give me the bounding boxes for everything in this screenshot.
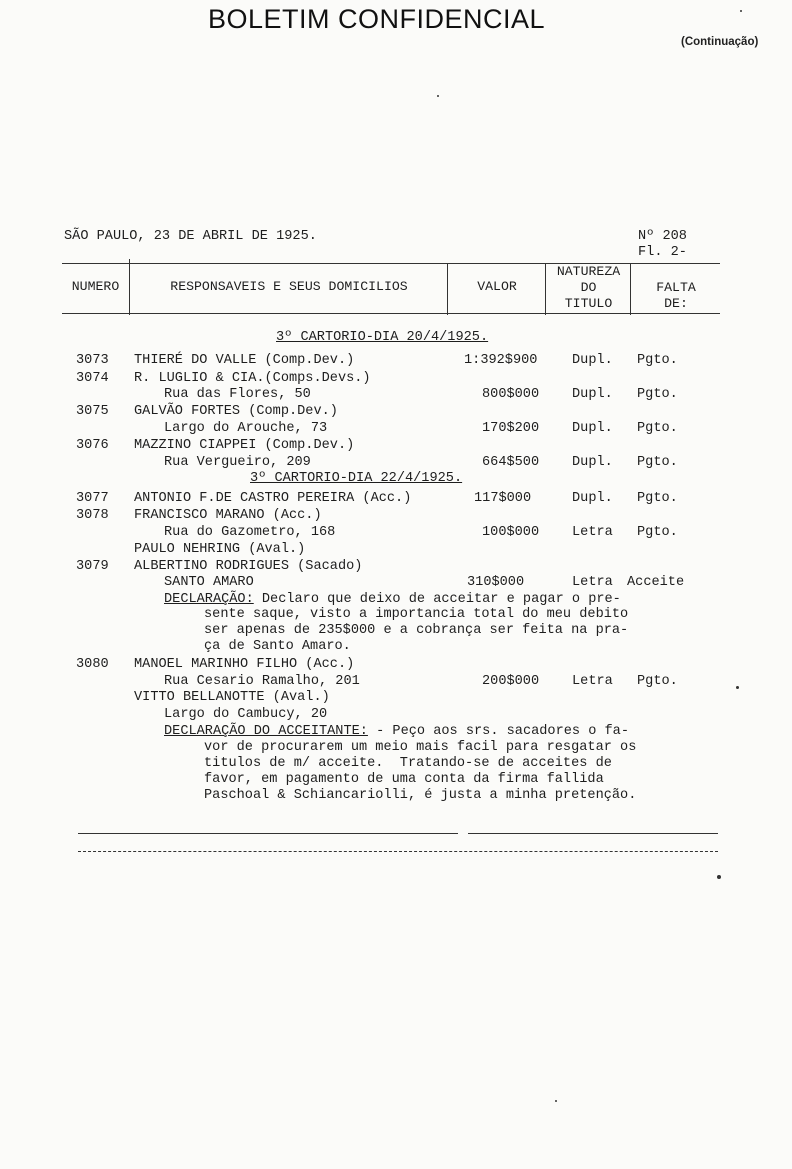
column-header-falta: DE: bbox=[664, 296, 688, 311]
column-header-responsaveis: RESPONSAVEIS E SEUS DOMICILIOS bbox=[170, 279, 408, 294]
entry-nature: Dupl. bbox=[572, 491, 613, 506]
entry-nature: Dupl. bbox=[572, 387, 613, 402]
column-header-natureza: NATUREZA bbox=[556, 264, 621, 279]
declaration-text bbox=[164, 592, 621, 608]
entry-name: GALVÃO FORTES (Comp.Dev.) bbox=[134, 404, 338, 419]
entry-nature: Letra bbox=[572, 674, 613, 689]
entry-address: Largo do Arouche, 73 bbox=[164, 421, 328, 436]
entry-address: Largo do Cambucy, 20 bbox=[164, 707, 328, 722]
header-bottom-rule bbox=[62, 313, 720, 314]
column-header-falta: FALTA bbox=[656, 280, 696, 295]
entry-number: 3075 bbox=[76, 404, 109, 419]
header-top-rule bbox=[62, 263, 720, 264]
declaration-line: ça de Santo Amaro. bbox=[204, 639, 351, 654]
sheet-number: Fl. 2- bbox=[638, 245, 687, 260]
entry-address: Rua do Gazometro, 168 bbox=[164, 525, 336, 540]
entry-fault: Pgto. bbox=[637, 455, 678, 470]
entry-name: ANTONIO F.DE CASTRO PEREIRA (Acc.) bbox=[134, 491, 412, 506]
section-heading: 3º CARTORIO-DIA 20/4/1925. bbox=[276, 330, 489, 345]
entry-nature: Letra bbox=[572, 575, 613, 590]
entry-value: 200$000 bbox=[482, 674, 540, 689]
place-date: SÃO PAULO, 23 DE ABRIL DE 1925. bbox=[64, 229, 317, 244]
scan-speck bbox=[437, 95, 439, 97]
continuation-note: (Continuação) bbox=[681, 36, 759, 48]
scan-speck bbox=[740, 10, 742, 12]
entry-address: Rua Vergueiro, 209 bbox=[164, 455, 311, 470]
entry-name: THIERÉ DO VALLE (Comp.Dev.) bbox=[134, 353, 355, 368]
closing-rule bbox=[468, 833, 718, 834]
entry-value: 1:392$900 bbox=[464, 353, 538, 368]
column-divider bbox=[545, 263, 546, 315]
entry-address: SANTO AMARO bbox=[164, 575, 254, 590]
entry-number: 3074 bbox=[76, 371, 109, 386]
entry-fault: Pgto. bbox=[637, 387, 678, 402]
declaration-line: sente saque, visto a importancia total do meu debito bbox=[204, 607, 629, 622]
declaration-line: titulos de m/ acceite. Tratando-se de acceites de bbox=[204, 756, 612, 771]
column-divider bbox=[447, 263, 448, 315]
column-header-natureza: TITULO bbox=[564, 296, 613, 311]
bulletin-number: Nº 208 bbox=[638, 229, 687, 244]
column-header-valor: VALOR bbox=[477, 279, 517, 294]
entry-nature: Dupl. bbox=[572, 455, 613, 470]
declaration-line: ser apenas de 235$000 e a cobrança ser feita na pra- bbox=[204, 623, 629, 638]
entry-value: 100$000 bbox=[482, 525, 540, 540]
scan-speck bbox=[555, 1100, 557, 1102]
column-divider bbox=[129, 259, 130, 315]
declaration-line: favor, em pagamento de uma conta da firma fallida bbox=[204, 772, 604, 787]
entry-fault: Pgto. bbox=[637, 674, 678, 689]
declaration-line: Declaro que deixo de acceitar e pagar o pre- bbox=[253, 592, 621, 607]
closing-rule bbox=[78, 851, 718, 852]
entry-value: 664$500 bbox=[482, 455, 540, 470]
entry-name: MAZZINO CIAPPEI (Comp.Dev.) bbox=[134, 438, 355, 453]
entry-number: 3073 bbox=[76, 353, 109, 368]
section-heading: 3º CARTORIO-DIA 22/4/1925. bbox=[250, 471, 463, 486]
declaration-label: DECLARAÇÃO DO ACCEITANTE: bbox=[164, 724, 368, 739]
entry-number: 3078 bbox=[76, 508, 109, 523]
entry-nature: Letra bbox=[572, 525, 613, 540]
entry-address: Rua das Flores, 50 bbox=[164, 387, 311, 402]
entry-name: R. LUGLIO & CIA.(Comps.Devs.) bbox=[134, 371, 371, 386]
entry-value: 170$200 bbox=[482, 421, 540, 436]
entry-number: 3080 bbox=[76, 657, 109, 672]
declaration-line: - Peço aos srs. sacadores o fa- bbox=[367, 724, 629, 739]
entry-fault: Pgto. bbox=[637, 353, 678, 368]
entry-nature: Dupl. bbox=[572, 421, 613, 436]
entry-name: MANOEL MARINHO FILHO (Acc.) bbox=[134, 657, 355, 672]
entry-number: 3077 bbox=[76, 491, 109, 506]
column-divider bbox=[630, 263, 631, 315]
entry-address: Rua Cesario Ramalho, 201 bbox=[164, 674, 360, 689]
entry-fault: Pgto. bbox=[637, 525, 678, 540]
declaration-text bbox=[164, 724, 629, 740]
entry-number: 3079 bbox=[76, 559, 109, 574]
scan-speck bbox=[736, 686, 739, 689]
column-header-natureza: DO bbox=[580, 280, 597, 295]
entry-name: PAULO NEHRING (Aval.) bbox=[134, 542, 306, 557]
document-title: BOLETIM CONFIDENCIAL bbox=[208, 4, 546, 34]
entry-fault: Pgto. bbox=[637, 491, 678, 506]
declaration-line: Paschoal & Schiancariolli, é justa a minha pretenção. bbox=[204, 788, 637, 803]
declaration-line: vor de procurarem um meio mais facil para resgatar os bbox=[204, 740, 637, 755]
closing-rule bbox=[78, 833, 458, 834]
entry-value: 117$000 bbox=[474, 491, 532, 506]
entry-value: 310$000 bbox=[467, 575, 525, 590]
column-header-numero: NUMERO bbox=[71, 279, 120, 294]
entry-name: ALBERTINO RODRIGUES (Sacado) bbox=[134, 559, 363, 574]
entry-name: VITTO BELLANOTTE (Aval.) bbox=[134, 690, 330, 705]
entry-fault: Pgto. bbox=[637, 421, 678, 436]
entry-nature: Dupl. bbox=[572, 353, 613, 368]
entry-value: 800$000 bbox=[482, 387, 540, 402]
declaration-label: DECLARAÇÃO: bbox=[164, 592, 254, 607]
entry-fault: Acceite bbox=[627, 575, 685, 590]
scan-speck bbox=[717, 875, 721, 879]
entry-name: FRANCISCO MARANO (Acc.) bbox=[134, 508, 322, 523]
entry-number: 3076 bbox=[76, 438, 109, 453]
